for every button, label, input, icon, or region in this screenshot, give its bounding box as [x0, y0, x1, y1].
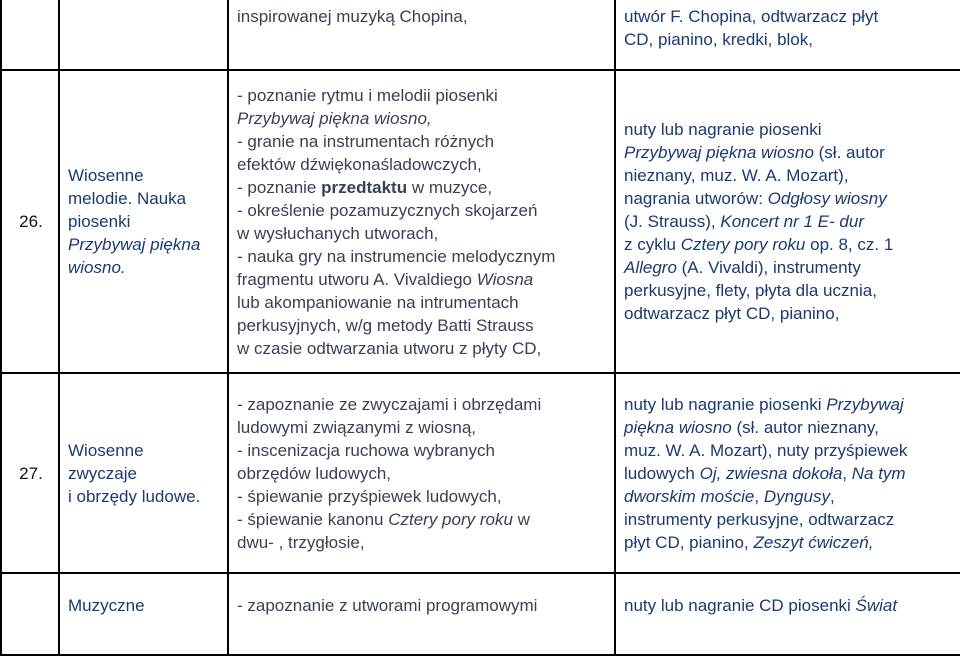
topic-cell	[59, 573, 228, 655]
materials-text-italic: Cztery pory roku	[680, 235, 806, 254]
lesson-number-cell	[1, 0, 59, 70]
table-row	[1, 70, 960, 373]
topic-line: Muzyczne	[68, 596, 145, 615]
materials-line: CD, pianino, kredki, blok,	[624, 30, 813, 49]
materials-text: ludowych	[624, 463, 700, 483]
goals-line: ludowymi związanymi z wiosną,	[237, 417, 477, 437]
goals-text: w	[512, 509, 530, 529]
materials-text-italic: Allegro	[624, 258, 677, 277]
materials-line	[624, 210, 955, 233]
goals-line: obrzędów ludowych,	[237, 463, 392, 483]
goals-line: efektów dźwiękonaśladowczych,	[237, 154, 482, 174]
materials-text: op. 8, cz. 1	[805, 235, 894, 254]
goals-text: - poznanie	[237, 177, 322, 197]
goals-line: w czasie odtwarzania utworu z płyty CD,	[237, 338, 542, 358]
topic-line: Wiosenne	[68, 166, 144, 185]
topic-cell	[59, 0, 228, 70]
materials-cell	[615, 373, 960, 573]
materials-cell	[615, 573, 960, 655]
materials-line	[624, 393, 955, 416]
goals-cell	[228, 0, 615, 70]
goals-text: fragmentu utworu A. Vivaldiego	[237, 269, 477, 289]
goals-cell	[228, 373, 615, 573]
lesson-number-cell	[1, 373, 59, 573]
materials-text-italic: Odgłosy wiosny	[767, 189, 887, 208]
goals-text-italic: Cztery pory roku	[388, 509, 513, 529]
goals-line: - inscenizacja ruchowa wybranych	[237, 440, 495, 460]
topic-line: Przybywaj piękna	[68, 235, 201, 254]
materials-line	[624, 187, 955, 210]
goals-line: - zapoznanie ze zwyczajami i obrzędami	[237, 394, 542, 414]
goals-line: - granie na instrumentach różnych	[237, 131, 495, 151]
materials-text: (sł. autor	[813, 143, 885, 162]
lesson-number: 27.	[19, 463, 43, 483]
materials-text: ,	[829, 486, 835, 506]
materials-line	[624, 462, 955, 485]
materials-text-italic: Przybywaj	[826, 394, 904, 414]
materials-text-italic: dworskim moście	[624, 486, 755, 506]
goals-line: lub akompaniowanie na intrumentach	[237, 292, 519, 312]
goals-line: perkusyjnych, w/g metody Batti Strauss	[237, 315, 534, 335]
materials-text: ,	[754, 486, 764, 506]
goals-line	[237, 268, 608, 291]
goals-line: - śpiewanie przyśpiewek ludowych,	[237, 486, 502, 506]
goals-text: w muzyce,	[407, 177, 493, 197]
topic-line: piosenki	[68, 212, 131, 231]
materials-line	[624, 256, 955, 279]
materials-text-italic: Przybywaj piękna wiosno	[624, 143, 814, 162]
materials-text: (sł. autor nieznany,	[731, 417, 879, 437]
materials-text: (A. Vivaldi), instrumenty	[676, 258, 861, 277]
table-row	[1, 573, 960, 655]
materials-line	[624, 141, 955, 164]
goals-line	[237, 508, 608, 531]
materials-text-italic: Na tym	[851, 463, 906, 483]
materials-text-italic: Świat	[855, 596, 898, 615]
materials-cell	[615, 70, 960, 373]
goals-text-bold: przedtaktu	[321, 177, 408, 197]
materials-line: perkusyjne, flety, płyta dla ucznia,	[624, 281, 877, 300]
materials-text: ,	[842, 463, 852, 483]
materials-cell	[615, 0, 960, 70]
table-row	[1, 373, 960, 573]
materials-line: muz. W. A. Mozart), nuty przyśpiewek	[624, 440, 908, 460]
materials-line: nuty lub nagranie piosenki	[624, 120, 822, 139]
goals-cell	[228, 573, 615, 655]
materials-text-italic: Koncert nr 1 E- dur	[720, 212, 864, 231]
goals-line: - określenie pozamuzycznych skojarzeń	[237, 200, 538, 220]
topic-line: i obrzędy ludowe.	[68, 486, 201, 506]
materials-text: nagrania utworów:	[624, 189, 768, 208]
materials-line	[624, 233, 955, 256]
lesson-number: 26.	[19, 212, 43, 231]
materials-line	[624, 531, 955, 554]
goals-line: - poznanie rytmu i melodii piosenki	[237, 85, 498, 105]
materials-text-italic: Zeszyt ćwiczeń,	[753, 532, 874, 552]
materials-line: odtwarzacz płyt CD, pianino,	[624, 304, 840, 323]
materials-text-italic: Dyngusy	[763, 486, 830, 506]
goals-text: - śpiewanie kanonu	[237, 509, 389, 529]
goals-line: w wysłuchanych utworach,	[237, 223, 439, 243]
goals-line: inspirowanej muzyką Chopina,	[237, 7, 468, 26]
topic-cell	[59, 373, 228, 573]
goals-line: Przybywaj piękna wiosno,	[237, 108, 432, 128]
materials-text-italic: Oj, zwiesna dokoła	[699, 463, 843, 483]
topic-line: melodie. Nauka	[68, 189, 187, 208]
materials-text: nuty lub nagranie piosenki	[624, 394, 827, 414]
materials-text-italic: piękna wiosno	[624, 417, 732, 437]
lesson-number-cell	[1, 573, 59, 655]
materials-line	[624, 485, 955, 508]
goals-line: - zapoznanie z utworami programowymi	[237, 596, 538, 615]
materials-line	[624, 594, 955, 617]
materials-text: nuty lub nagranie CD piosenki	[624, 596, 856, 615]
materials-line: nieznany, muz. W. A. Mozart),	[624, 166, 849, 185]
materials-text: z cyklu	[624, 235, 681, 254]
table-row	[1, 0, 960, 70]
materials-line: utwór F. Chopina, odtwarzacz płyt	[624, 7, 879, 26]
goals-line	[237, 176, 608, 199]
materials-line	[624, 416, 955, 439]
topic-line: zwyczaje	[68, 463, 137, 483]
lesson-number-cell	[1, 70, 59, 373]
materials-line: instrumenty perkusyjne, odtwarzacz	[624, 509, 895, 529]
goals-text-italic: Wiosna	[476, 269, 534, 289]
topic-line: Wiosenne	[68, 440, 144, 460]
topic-cell	[59, 70, 228, 373]
goals-cell	[228, 70, 615, 373]
goals-line: - nauka gry na instrumencie melodycznym	[237, 246, 556, 266]
goals-line: dwu- , trzygłosie,	[237, 532, 365, 552]
materials-text: płyt CD, pianino,	[624, 532, 754, 552]
materials-text: (J. Strauss),	[624, 212, 721, 231]
topic-line: wiosno.	[68, 258, 126, 277]
